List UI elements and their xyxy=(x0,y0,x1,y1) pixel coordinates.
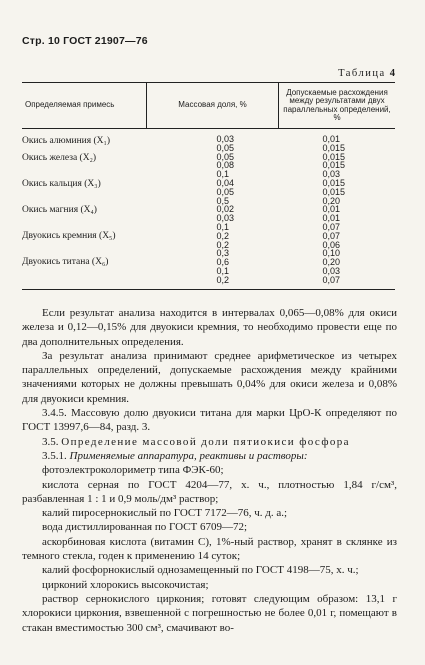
mass-fraction-value: 0,03 xyxy=(216,213,235,224)
substance-label: Окись алюминия (X₁) xyxy=(22,136,111,146)
impurity-table xyxy=(22,82,395,290)
mass-fraction-value: 0,05 xyxy=(216,186,235,197)
tolerance-value: 0,01 xyxy=(322,204,341,215)
tolerance-value: 0,07 xyxy=(322,221,341,232)
tolerance-value: 0,015 xyxy=(322,142,346,153)
mass-fraction-value: 0,03 xyxy=(216,134,235,144)
substance-label: Двуокись титана (X₆) xyxy=(22,257,109,267)
mass-fraction-value: 0,1 xyxy=(216,221,230,232)
column-header-mass-fraction: Массовая доля, % xyxy=(147,83,279,129)
tolerance-value: 0,07 xyxy=(322,230,341,241)
substance-label: Окись магния (X₄) xyxy=(22,205,97,215)
tolerance-column xyxy=(279,129,396,290)
tolerance-value: 0,20 xyxy=(322,257,341,268)
mass-fraction-value: 0,5 xyxy=(216,195,230,206)
section-heading-3-5-1: 3.5.1. Применяемые аппаратура, реактивы и растворы: xyxy=(42,449,308,462)
section-heading-3-5: 3.5. Определение массовой доли пятиокиси фосфора xyxy=(42,435,350,448)
paragraph: Если результат анализа находится в интервалах 0,065—0,08% для окиси железа и 0,12—0,15% для двуокиси кремния, то необходимо провести еще по два дополнительных определения. xyxy=(22,307,397,348)
tolerance-value: 0,06 xyxy=(322,239,341,250)
mass-fraction-value: 0,05 xyxy=(216,142,235,153)
tolerance-value: 0,015 xyxy=(322,186,346,197)
substance-label: Окись кальция (X₃) xyxy=(22,179,101,189)
tolerance-value: 0,03 xyxy=(322,169,341,180)
tolerance-value: 0,015 xyxy=(322,151,346,162)
tolerance-value: 0,01 xyxy=(322,213,341,224)
table-caption: Таблица 4 xyxy=(338,68,395,79)
tolerance-value: 0,01 xyxy=(322,134,341,144)
body-text xyxy=(22,306,397,635)
list-item: фотоэлектроколориметр типа ФЭК-60; xyxy=(42,464,224,477)
mass-fraction-value: 0,3 xyxy=(216,248,230,259)
mass-fraction-value: 0,05 xyxy=(216,151,235,162)
tolerance-value: 0,015 xyxy=(322,177,346,188)
mass-fraction-value: 0,02 xyxy=(216,204,235,215)
mass-fraction-value: 0,04 xyxy=(216,177,235,188)
tolerance-value: 0,10 xyxy=(322,248,341,259)
list-item: калий фосфорнокислый однозамещенный по ГОСТ 4198—75, х. ч.; xyxy=(42,564,359,577)
substance-column xyxy=(22,129,147,290)
column-header-tolerance: Допускаемые расхождения между результатами двух параллельных определений, % xyxy=(279,83,396,129)
list-item: аскорбиновая кислота (витамин С), 1%-ный раствор, хранят в склянке из темного стекла, годен к применению 14 суток; xyxy=(22,535,397,563)
tolerance-value: 0,20 xyxy=(322,195,341,206)
tolerance-value: 0,07 xyxy=(322,274,341,285)
mass-fraction-column xyxy=(147,129,279,290)
tolerance-value: 0,015 xyxy=(322,160,346,171)
mass-fraction-value: 0,6 xyxy=(216,257,230,268)
substance-label: Двуокись кремния (X₅) xyxy=(22,231,116,241)
list-item: цирконий хлорокись высокочистая; xyxy=(42,578,209,591)
paragraph: За результат анализа принимают среднее арифметическое из четырех параллельных определений, допускаемые расхождения между крайними значениями которых не должны превышать 0,04% для окиси железа и 0,08% для двуокиси кремния. xyxy=(22,349,397,405)
mass-fraction-value: 0,2 xyxy=(216,239,230,250)
mass-fraction-value: 0,1 xyxy=(216,265,230,276)
page-header: Стр. 10 ГОСТ 21907—76 xyxy=(22,35,148,47)
list-item: калий пиросернокислый по ГОСТ 7172—76, ч. д. а.; xyxy=(42,507,288,520)
mass-fraction-value: 0,08 xyxy=(216,160,235,171)
mass-fraction-value: 0,2 xyxy=(216,230,230,241)
mass-fraction-value: 0,2 xyxy=(216,274,230,285)
mass-fraction-value: 0,1 xyxy=(216,169,230,180)
substance-label: Окись железа (X₂) xyxy=(22,153,97,163)
paragraph: 3.4.5. Массовую долю двуокиси титана для марки ЦрО-К определяют по ГОСТ 13997,6—84, разд. 3. xyxy=(22,407,397,434)
tolerance-value: 0,03 xyxy=(322,265,341,276)
list-item: раствор сернокислого циркония; готовят следующим образом: 13,1 г хлорокиси циркония, взвешенной с погрешностью не более 0,01 г, помещают в стакан вместимостью 300 см³, смачивают во- xyxy=(22,592,397,634)
list-item: вода дистиллированная по ГОСТ 6709—72; xyxy=(42,521,248,534)
column-header-impurity: Определяемая примесь xyxy=(22,83,147,129)
list-item: кислота серная по ГОСТ 4204—77, х. ч., плотностью 1,84 г/см³, разбавленная 1 : 1 и 0,9 моль/дм³ раствор; xyxy=(22,478,397,505)
